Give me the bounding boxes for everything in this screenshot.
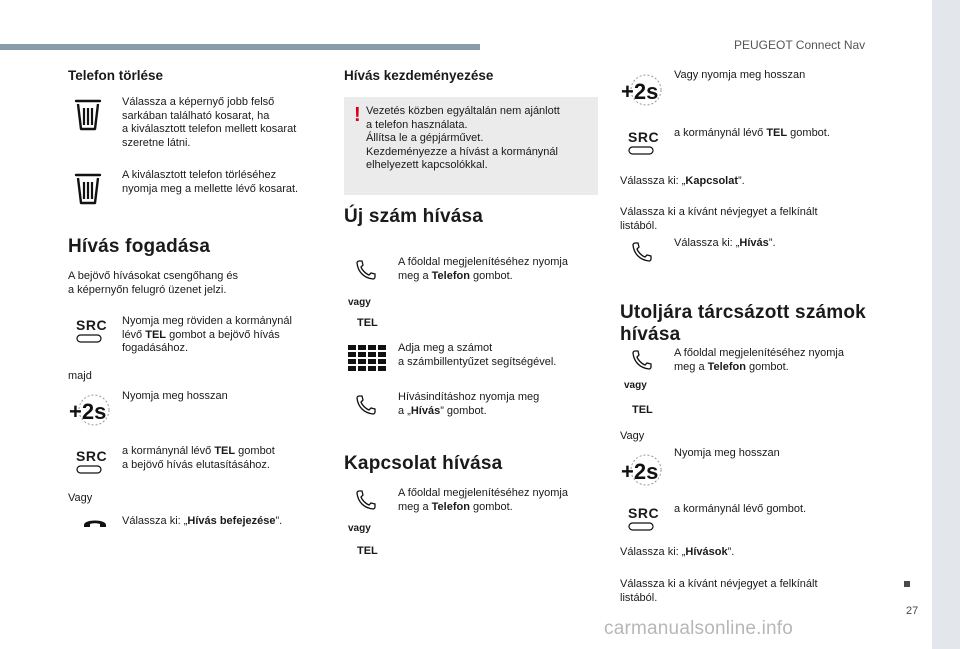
or-label: vagy xyxy=(348,523,371,534)
select-from-list-text: Válassza ki a kívánt névjegyet a felkínált listából. xyxy=(620,206,818,232)
or-label: Vagy xyxy=(68,492,93,504)
last-dialed-step-1: A főoldal megjelenítéséhez nyomja meg a Telefon gombot. xyxy=(674,347,844,373)
continue-marker xyxy=(904,581,910,587)
or-label: vagy xyxy=(348,297,371,308)
page-number: 27 xyxy=(906,605,919,617)
last-dialed-hold: Nyomja meg hosszan xyxy=(674,447,780,459)
svg-text:+2s: +2s xyxy=(621,459,659,484)
select-calls-text: Válassza ki: „Hívások”. xyxy=(620,546,735,558)
delete-text-2: A kiválasztott telefon törléséhez nyomja meg a mellette lévő kosarat. xyxy=(122,169,299,195)
end-call-text: Válassza ki: „Hívás befejezése”. xyxy=(122,515,283,527)
warning-text: Vezetés közben egyáltalán nem ajánlott a telefon használata. Állítsa le a gépjárművet. Kezdeményezze a hívást a kormánynál elhelyezett kapcsolókkal. xyxy=(366,105,560,171)
receive-intro: A bejövő hívásokat csengőhang és a képernyőn felugró üzenet jelzi. xyxy=(68,270,239,296)
src-button-icon: SRC xyxy=(76,317,108,343)
tel-button-label: TEL xyxy=(632,404,653,416)
then-label: majd xyxy=(68,370,92,382)
phone-icon xyxy=(630,240,654,264)
heading-delete-phone: Telefon törlése xyxy=(68,68,164,83)
last-dialed-steer: a kormánynál lévő gombot. xyxy=(674,503,807,515)
phone-icon xyxy=(354,393,378,417)
watermark: carmanualsonline.info xyxy=(604,618,794,639)
contact-hold: Vagy nyomja meg hosszan xyxy=(674,69,806,81)
trash-icon xyxy=(74,98,102,132)
receive-step-1: Nyomja meg röviden a kormánynál lévő TEL gombot a bejövő hívás fogadásához. xyxy=(122,315,292,354)
heading-initiate-call: Hívás kezdeményezése xyxy=(344,68,494,83)
or-label: vagy xyxy=(624,380,647,391)
phone-icon xyxy=(354,258,378,282)
src-button-icon: SRC xyxy=(628,505,660,531)
page-edge-band xyxy=(932,0,960,649)
tel-button-label: TEL xyxy=(357,317,378,329)
contact-step-1: A főoldal megjelenítéséhez nyomja meg a Telefon gombot. xyxy=(398,487,568,513)
heading-receive-call: Hívás fogadása xyxy=(68,236,211,257)
heading-new-number: Új szám hívása xyxy=(344,206,484,227)
contact-tel-text: a kormánynál lévő TEL gombot. xyxy=(674,127,830,139)
heading-call-contact: Kapcsolat hívása xyxy=(344,453,503,474)
keypad-icon xyxy=(348,345,386,371)
trash-icon xyxy=(74,172,102,206)
hold-2s-icon xyxy=(68,392,112,428)
src-button-icon: SRC xyxy=(628,129,660,155)
warning-icon: ! xyxy=(354,104,361,126)
src-button-icon: SRC xyxy=(76,448,108,474)
delete-text-1: Válassza a képernyő jobb felső sarkában található kosarat, ha a kiválasztott telefon mellett kosarat szeretne látni. xyxy=(122,96,297,149)
new-number-step-2: Adja meg a számot a számbillentyűzet segítségével. xyxy=(398,342,557,368)
select-from-list-text-2: Válassza ki a kívánt névjegyet a felkínált listából. xyxy=(620,578,818,604)
hold-2s-icon xyxy=(620,72,664,108)
tel-button-label: TEL xyxy=(357,545,378,557)
new-number-step-3: Hívásindításhoz nyomja meg a „Hívás” gombot. xyxy=(398,391,540,417)
header-bar xyxy=(0,44,480,50)
header-title: PEUGEOT Connect Nav xyxy=(734,38,866,52)
select-contact-text: Válassza ki: „Kapcsolat”. xyxy=(620,175,745,187)
or-label: Vagy xyxy=(620,430,645,442)
new-number-step-1: A főoldal megjelenítéséhez nyomja meg a Telefon gombot. xyxy=(398,256,568,282)
reject-text: a kormánynál lévő TEL gombot a bejövő hívás elutasításához. xyxy=(122,445,275,471)
svg-text:+2s: +2s xyxy=(69,399,107,424)
phone-icon xyxy=(630,348,654,372)
hang-up-icon xyxy=(82,515,108,529)
svg-text:+2s: +2s xyxy=(621,79,659,104)
hold-2s-icon xyxy=(620,452,664,488)
receive-hold: Nyomja meg hosszan xyxy=(122,390,228,402)
heading-last-dialed: Utoljára tárcsázott számok hívása xyxy=(620,302,866,345)
select-call-text: Válassza ki: „Hívás”. xyxy=(674,237,776,249)
phone-icon xyxy=(354,488,378,512)
